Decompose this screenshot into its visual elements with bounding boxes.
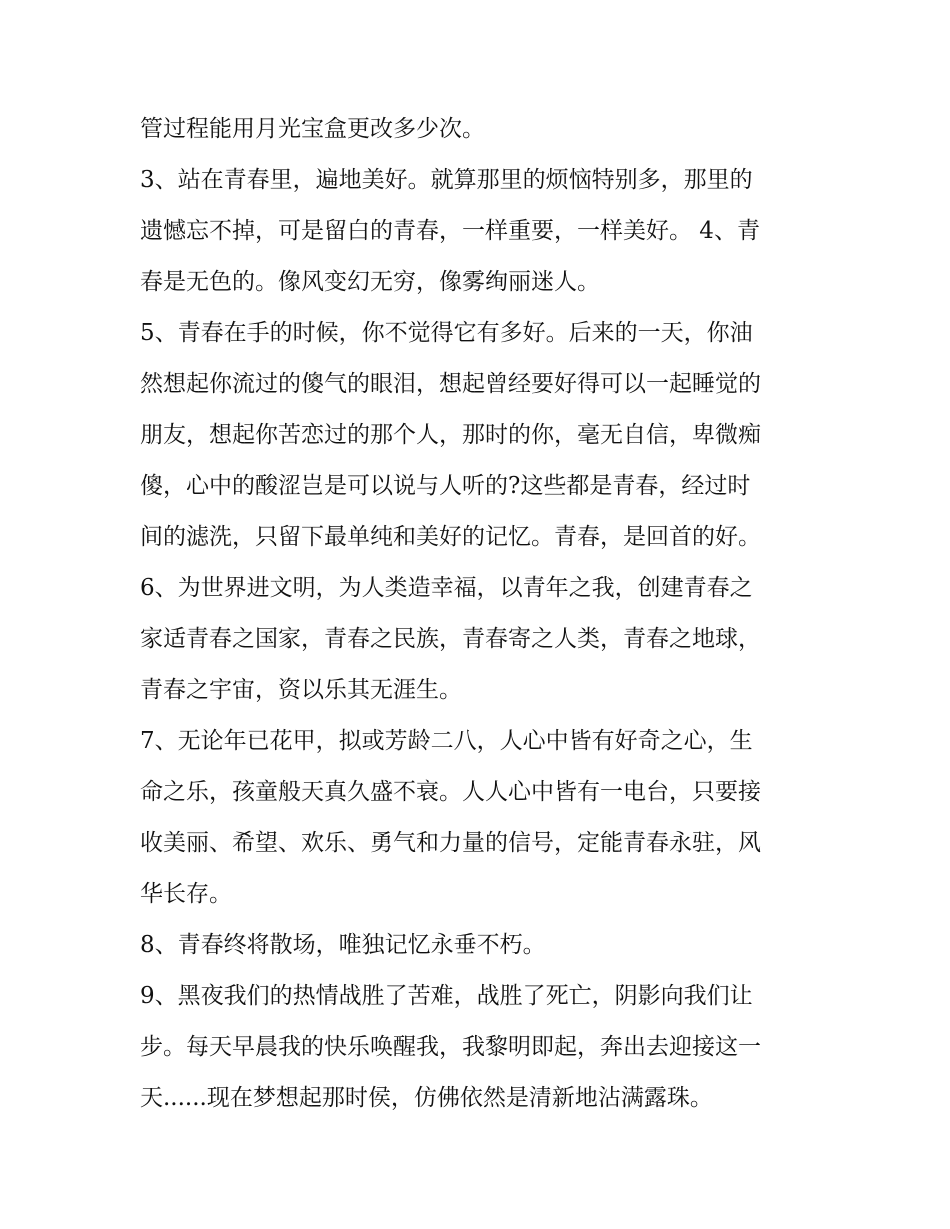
text-line: 华长存。 [140,881,232,907]
text-line: 朋友，想起你苦恋过的那个人，那时的你，毫无自信，卑微痴 [140,422,761,448]
text-line: 收美丽、希望、欢乐、勇气和力量的信号，定能青春永驻，风 [140,830,761,856]
text-line: 青春之宇宙，资以乐其无涯生。 [140,677,462,703]
text-line: 家适青春之国家，青春之民族，青春寄之人类，青春之地球， [140,626,761,652]
text-line: 然想起你流过的傻气的眼泪，想起曾经要好得可以一起睡觉的 [140,371,761,397]
text-line: 管过程能用月光宝盒更改多少次。 [140,116,485,142]
text-line: 间的滤洗，只留下最单纯和美好的记忆。青春，是回首的好。 [140,524,761,550]
text-line: 天......现在梦想起那时侯，仿佛依然是清新地沾满露珠。 [140,1085,713,1111]
document-body [140,104,815,1124]
text-line: 6、为世界进文明，为人类造幸福，以青年之我，创建青春之 [140,575,753,601]
text-line: 8、青春终将散场，唯独记忆永垂不朽。 [140,932,546,958]
text-line: 9、黑夜我们的热情战胜了苦难，战胜了死亡，阴影向我们让 [140,983,753,1009]
text-line: 5、青春在手的时候，你不觉得它有多好。后来的一天，你油 [140,320,753,346]
text-line: 傻，心中的酸涩岂是可以说与人听的?这些都是青春，经过时 [140,473,751,499]
text-line: 遗憾忘不掉，可是留白的青春，一样重要，一样美好。 4、青 [140,218,760,244]
text-line: 7、无论年已花甲，拟或芳龄二八，人心中皆有好奇之心，生 [140,728,753,754]
text-line: 步。每天早晨我的快乐唤醒我，我黎明即起，奔出去迎接这一 [140,1034,761,1060]
text-line: 3、站在青春里，遍地美好。就算那里的烦恼特别多，那里的 [140,167,753,193]
text-line: 命之乐，孩童般天真久盛不衰。人人心中皆有一电台，只要接 [140,779,761,805]
text-line: 春是无色的。像风变幻无穷，像雾绚丽迷人。 [140,269,600,295]
